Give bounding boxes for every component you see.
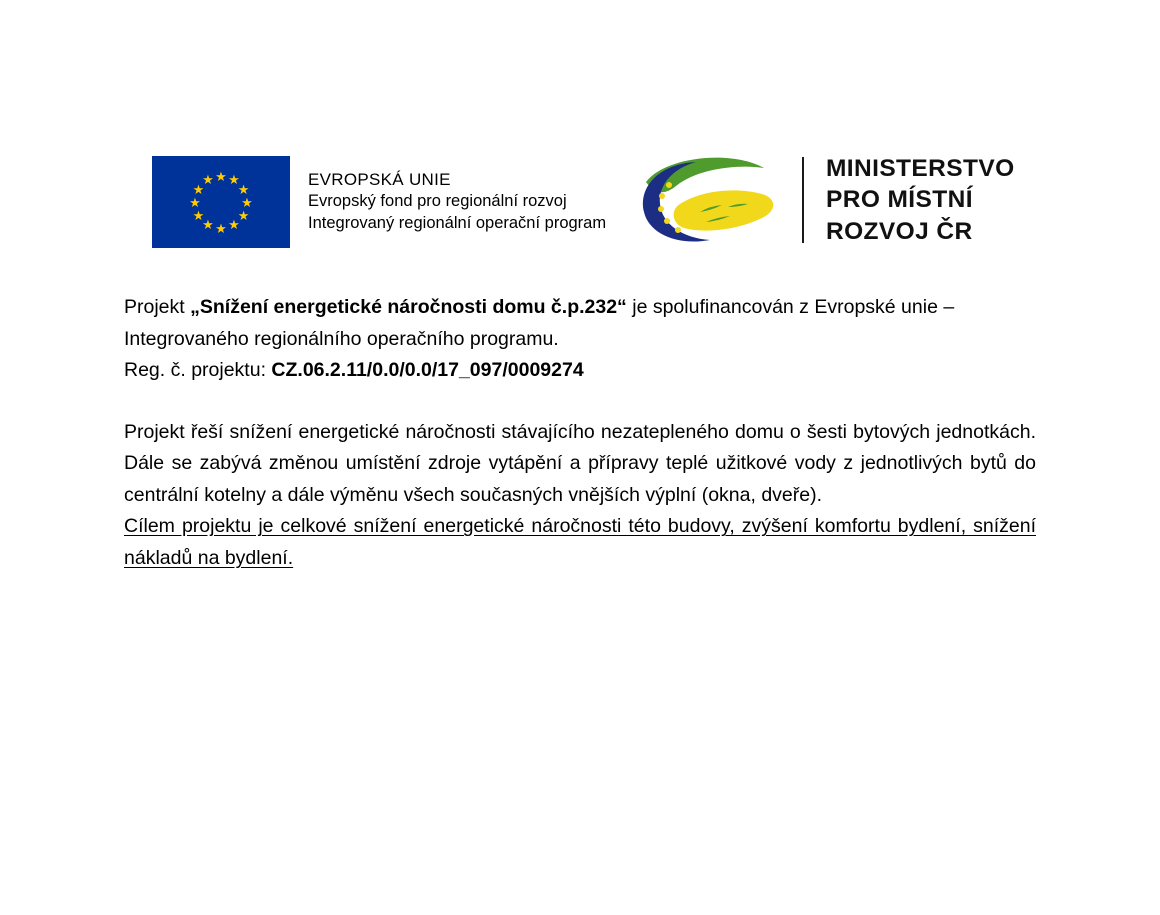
intro-suffix: je spolufinancován z Evropské unie – Integrovaného regionálního operačního programu. <box>124 296 955 350</box>
eu-star-icon: ★ <box>202 171 214 187</box>
eu-star-icon: ★ <box>237 207 250 223</box>
eu-logo <box>152 156 606 248</box>
eu-logo-line3: Integrovaný regionální operační program <box>308 214 607 233</box>
eu-star-icon: ★ <box>192 181 205 197</box>
mmr-emblem-icon <box>636 152 784 248</box>
eu-logo-text <box>308 169 606 235</box>
document-body <box>124 292 1036 575</box>
ministry-line3: ROZVOJ ČR <box>826 217 973 245</box>
logo-divider <box>802 157 804 243</box>
reg-label: Reg. č. projektu: <box>124 359 272 382</box>
eu-star-icon: ★ <box>228 171 240 187</box>
eu-star-icon: ★ <box>215 220 227 236</box>
ministry-line1: MINISTERSTVO <box>826 154 1015 182</box>
goal-paragraph: Cílem projektu je celkové snížení energetické náročnosti této budovy, zvýšení komfortu bydlení, snížení nákladů na bydlení. <box>124 515 1036 570</box>
eu-star-icon: ★ <box>192 207 205 223</box>
project-name: „Snížení energetické náročnosti domu č.p.232“ <box>190 296 627 318</box>
description-paragraph: Projekt řeší snížení energetické náročnosti stávajícího nezatepleného domu o šesti bytových jednotkách. Dále se zabývá změnou umístění zdroje vytápění a přípravy teplé užitkové vody z jednotlivých bytů do centrální kotelny a dále výměnu všech současných vnějších výplní (okna, dveře). <box>124 420 1036 506</box>
eu-star-icon: ★ <box>189 194 201 210</box>
intro-prefix: Projekt <box>124 296 191 318</box>
eu-star-icon: ★ <box>215 168 227 184</box>
reg-number: CZ.06.2.11/0.0/0.0/17_097/0009274 <box>271 359 584 382</box>
ministry-logo-text <box>826 153 1015 248</box>
eu-logo-line1: EVROPSKÁ UNIE <box>308 170 451 190</box>
logo-band <box>124 150 1036 255</box>
eu-star-icon: ★ <box>241 194 253 210</box>
ministry-logo <box>636 152 1015 248</box>
eu-flag-icon <box>152 156 290 248</box>
eu-star-icon: ★ <box>202 217 214 233</box>
eu-star-icon: ★ <box>237 181 250 197</box>
intro-paragraph <box>124 292 1036 355</box>
eu-logo-line2: Evropský fond pro regionální rozvoj <box>308 192 567 211</box>
registration-paragraph <box>124 355 1036 387</box>
eu-star-icon: ★ <box>228 217 240 233</box>
ministry-line2: PRO MÍSTNÍ <box>826 186 973 214</box>
paragraph-spacer <box>124 387 1036 417</box>
